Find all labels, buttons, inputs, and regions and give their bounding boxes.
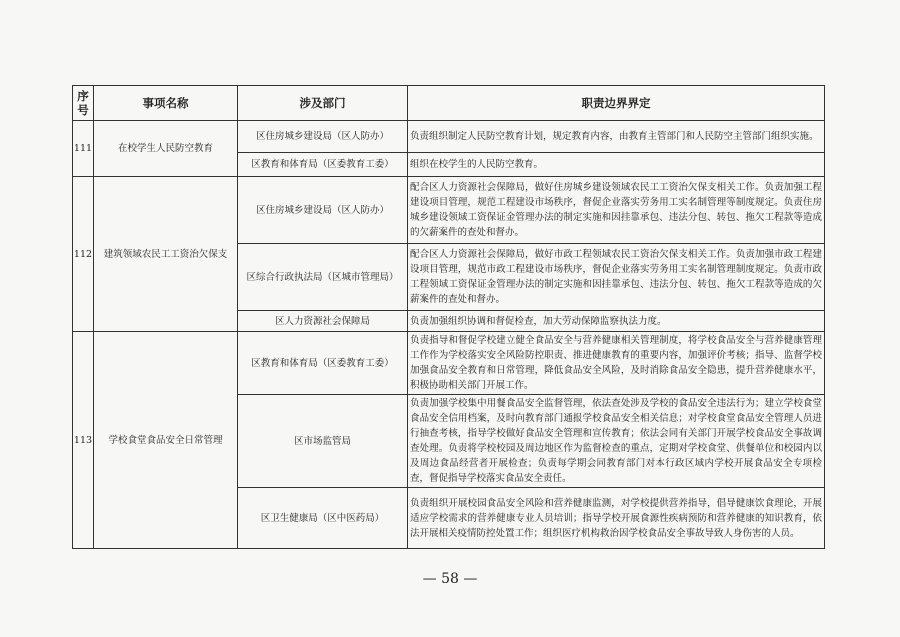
- item-name: 学校食堂食品安全日常管理: [94, 332, 238, 549]
- department-cell: 区教育和体育局（区委教育工委）: [238, 332, 408, 395]
- header-department: 涉及部门: [238, 86, 408, 121]
- duty-boundary-table: [72, 85, 825, 549]
- duty-cell: 负责组织开展校园食品安全风险和营养健康监测，对学校提供营养指导，倡导健康饮食理论，开展适应学校需求的营养健康专业人员培训；指导学校开展食源性疾病预防和营养健康的知识教育，依法开展相关疫情防控处置工作；组织医疗机构救治因学校食品安全事故导致人身伤害的人员。: [408, 488, 825, 549]
- header-item-name: 事项名称: [94, 86, 238, 121]
- department-cell: 区住房城乡建设局（区人防办）: [238, 177, 408, 244]
- duty-cell: 负责组织制定人民防空教育计划，规定教育内容，由教育主管部门和人民防空主管部门组织实施。: [408, 121, 825, 153]
- department-cell: 区综合行政执法局（区城市管理局）: [238, 244, 408, 311]
- duty-cell: 配合区人力资源社会保障局，做好住房城乡建设领域农民工工资治欠保支相关工作。负责加强工程建设项目管理，规范工程建设市场秩序，督促企业落实劳务用工实名制管理等制度规定。负责住房城乡建设领域工资保证金管理办法的制定实施和因挂靠承包、违法分包、转包、拖欠工程款等造成的欠薪案件的查处和督办。: [408, 177, 825, 244]
- department-cell: 区市场监管局: [238, 395, 408, 488]
- page-number: — 58 —: [422, 571, 478, 587]
- duty-cell: 负责指导和督促学校建立健全食品安全与营养健康相关管理制度，将学校食品安全与营养健康管理工作作为学校落实安全风险防控职责、推进健康教育的重要内容，加强评价考核；指导、监督学校加强食品安全教育和日常管理，降低食品安全风险，及时消除食品安全隐患，提升营养健康水平，积极协助相关部门开展工作。: [408, 332, 825, 395]
- duty-cell: 负责加强学校集中用餐食品安全监督管理，依法查处涉及学校的食品安全违法行为；建立学校食堂食品安全信用档案，及时向教育部门通报学校食品安全相关信息；对学校食堂食品安全管理人员进行抽查考核，指导学校做好食品安全管理和宣传教育；依法会同有关部门开展学校食品安全事故调查处理。负责将学校校园及周边地区作为监督检查的重点，定期对学校食堂、供餐单位和校园内以及周边食品经营者开展检查；负责每学期会同教育部门对本行政区域内学校开展食品安全专项检查，督促指导学校落实食品安全责任。: [408, 395, 825, 488]
- item-name: 在校学生人民防空教育: [94, 121, 238, 177]
- duty-cell: 配合区人力资源社会保障局，做好市政工程领域农民工资治欠保支相关工作。负责加强市政工程建设项目管理，规范市政工程建设市场秩序，督促企业落实劳务用工实名制管理制度规定。负责市政工程领域工资保证金管理办法的制定实施和因挂靠承包、违法分包、转包、拖欠工程款等造成的欠薪案件的查处和督办。: [408, 244, 825, 311]
- item-seq: 113: [73, 332, 94, 549]
- duty-cell: 负责加强组织协调和督促检查，加大劳动保障监察执法力度。: [408, 311, 825, 332]
- item-seq: 111: [73, 121, 94, 177]
- table-row: [73, 121, 825, 153]
- duty-cell: 组织在校学生的人民防空教育。: [408, 153, 825, 177]
- table-row: [73, 177, 825, 244]
- item-name: 建筑领域农民工工资治欠保支: [94, 177, 238, 332]
- department-cell: 区教育和体育局（区委教育工委）: [238, 153, 408, 177]
- department-cell: 区住房城乡建设局（区人防办）: [238, 121, 408, 153]
- header-duty-boundary: 职责边界界定: [408, 86, 825, 121]
- department-cell: 区卫生健康局（区中医药局）: [238, 488, 408, 549]
- header-seq: 序号: [73, 86, 94, 121]
- item-seq: 112: [73, 177, 94, 332]
- table-header-row: [73, 86, 825, 121]
- table-row: [73, 332, 825, 395]
- department-cell: 区人力资源社会保障局: [238, 311, 408, 332]
